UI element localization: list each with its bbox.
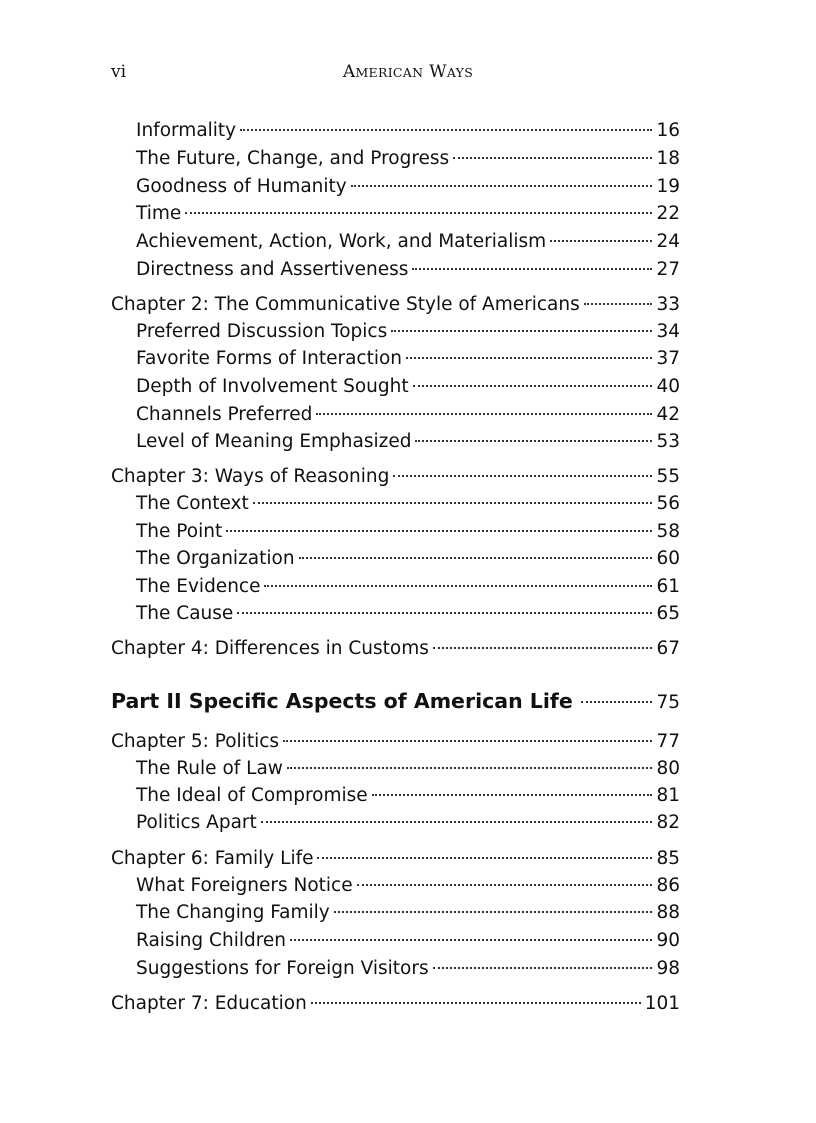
toc-entry xyxy=(136,873,680,899)
toc-entry-title: Time xyxy=(136,203,182,224)
toc-page-number: 80 xyxy=(656,758,680,779)
running-head-smallcaps: AYS xyxy=(446,65,474,80)
toc-page-number: 86 xyxy=(656,875,680,896)
toc-entry xyxy=(136,146,680,172)
toc-chapter-entry xyxy=(111,292,680,318)
dot-leader xyxy=(581,701,653,703)
toc-entry xyxy=(136,491,680,517)
toc-entry-title: The Rule of Law xyxy=(136,758,283,779)
toc-chapter-title: Chapter 3: Ways of Reasoning xyxy=(111,466,390,487)
toc-entry-title: Channels Preferred xyxy=(136,404,313,425)
toc-page-number: 24 xyxy=(656,231,680,252)
toc-page-number: 18 xyxy=(656,148,680,169)
page-folio: vi xyxy=(111,62,127,82)
dot-leader xyxy=(317,857,652,859)
toc-entry-title: Suggestions for Foreign Visitors xyxy=(136,958,429,979)
dot-leader xyxy=(433,967,653,969)
toc-entry xyxy=(136,519,680,545)
toc-chapter-entry xyxy=(111,636,680,662)
toc-chapter-entry xyxy=(111,464,680,490)
toc-chapter-title: Chapter 4: Differences in Customs xyxy=(111,638,429,659)
toc-part-entry xyxy=(111,688,680,714)
toc-entry-title: Favorite Forms of Interaction xyxy=(136,348,403,369)
toc-entry-title: Directness and Assertiveness xyxy=(136,259,409,280)
toc-chapter-entry xyxy=(111,991,680,1017)
toc-page-number: 27 xyxy=(656,259,680,280)
toc-entry xyxy=(136,319,680,345)
dot-leader xyxy=(393,475,652,477)
toc-entry xyxy=(136,118,680,144)
dot-leader xyxy=(264,585,652,587)
toc-entry-title: Achievement, Action, Work, and Materialism xyxy=(136,231,547,252)
toc-page-number: 85 xyxy=(656,848,680,869)
toc-entry-title: The Changing Family xyxy=(136,902,330,923)
toc-page-number: 90 xyxy=(656,930,680,951)
dot-leader xyxy=(550,240,652,242)
dot-leader xyxy=(413,385,653,387)
running-head-cap: A xyxy=(342,62,356,82)
toc-entry xyxy=(136,810,680,836)
dot-leader xyxy=(433,647,653,649)
toc-entry xyxy=(136,928,680,954)
dot-leader xyxy=(334,911,653,913)
toc-part-title: Part II Specific Aspects of American Life xyxy=(111,689,573,713)
toc-entry-title: Preferred Discussion Topics xyxy=(136,321,388,342)
toc-entry-title: The Organization xyxy=(136,548,295,569)
toc-entry xyxy=(136,574,680,600)
dot-leader xyxy=(415,440,652,442)
toc-entry-title: The Evidence xyxy=(136,576,261,597)
toc-page-number: 33 xyxy=(656,294,680,315)
dot-leader xyxy=(391,330,652,332)
toc-page-number: 56 xyxy=(656,493,680,514)
toc-entry-title: Politics Apart xyxy=(136,812,257,833)
toc-page-number: 16 xyxy=(656,120,680,141)
toc-entry-title: Depth of Involvement Sought xyxy=(136,376,409,397)
toc-page-number: 58 xyxy=(656,521,680,542)
dot-leader xyxy=(412,268,652,270)
dot-leader xyxy=(372,794,653,796)
toc-page-number: 53 xyxy=(656,431,680,452)
toc-entry-title: The Future, Change, and Progress xyxy=(136,148,450,169)
toc-entry xyxy=(136,201,680,227)
dot-leader xyxy=(316,413,652,415)
toc-entry xyxy=(136,546,680,572)
dot-leader xyxy=(240,129,652,131)
toc-chapter-title: Chapter 5: Politics xyxy=(111,731,280,752)
toc-entry xyxy=(136,900,680,926)
toc-page-number: 34 xyxy=(656,321,680,342)
toc-entry xyxy=(136,257,680,283)
toc-entry-title: Raising Children xyxy=(136,930,287,951)
toc-page-number: 77 xyxy=(656,731,680,752)
toc-entry xyxy=(136,346,680,372)
toc-page-number: 88 xyxy=(656,902,680,923)
dot-leader xyxy=(185,212,652,214)
toc-page-number: 55 xyxy=(656,466,680,487)
dot-leader xyxy=(237,612,652,614)
toc-entry-title: What Foreigners Notice xyxy=(136,875,353,896)
toc-entry-title: The Context xyxy=(136,493,249,514)
toc-chapter-entry xyxy=(111,729,680,755)
toc-entry xyxy=(136,374,680,400)
toc-page-number: 42 xyxy=(656,404,680,425)
toc-page-number: 65 xyxy=(656,603,680,624)
toc-entry xyxy=(136,402,680,428)
dot-leader xyxy=(253,502,653,504)
running-head-cap: W xyxy=(429,62,447,82)
dot-leader xyxy=(287,767,653,769)
toc-page-number: 22 xyxy=(656,203,680,224)
toc-entry xyxy=(136,601,680,627)
dot-leader xyxy=(299,557,653,559)
toc-entry-title: The Point xyxy=(136,521,223,542)
dot-leader xyxy=(226,530,652,532)
toc-entry-title: Level of Meaning Emphasized xyxy=(136,431,412,452)
toc-page-number: 75 xyxy=(656,692,680,713)
running-head-smallcaps: MERICAN xyxy=(355,65,424,80)
toc-page-number: 67 xyxy=(656,638,680,659)
toc-entry xyxy=(136,756,680,782)
toc-entry xyxy=(136,174,680,200)
toc-entry-title: The Ideal of Compromise xyxy=(136,785,368,806)
dot-leader xyxy=(351,185,653,187)
toc-page-number: 82 xyxy=(656,812,680,833)
toc-chapter-title: Chapter 6: Family Life xyxy=(111,848,314,869)
toc-entry-title: Goodness of Humanity xyxy=(136,176,347,197)
toc-entry xyxy=(136,429,680,455)
dot-leader xyxy=(584,303,653,305)
dot-leader xyxy=(311,1002,641,1004)
toc-page-number: 60 xyxy=(656,548,680,569)
toc-page-number: 19 xyxy=(656,176,680,197)
dot-leader xyxy=(453,157,652,159)
toc-entry xyxy=(136,783,680,809)
dot-leader xyxy=(357,884,653,886)
dot-leader xyxy=(290,939,652,941)
dot-leader xyxy=(283,740,652,742)
toc-page-number: 40 xyxy=(656,376,680,397)
dot-leader xyxy=(261,821,653,823)
toc-chapter-title: Chapter 2: The Communicative Style of Americans xyxy=(111,294,580,315)
dot-leader xyxy=(406,357,652,359)
toc-page-number: 37 xyxy=(656,348,680,369)
toc-chapter-entry xyxy=(111,846,680,872)
toc-chapter-title: Chapter 7: Education xyxy=(111,993,307,1014)
toc-entry xyxy=(136,956,680,982)
toc-entry-title: Informality xyxy=(136,120,237,141)
toc-page-number: 81 xyxy=(656,785,680,806)
toc-page-number: 61 xyxy=(656,576,680,597)
toc-page-number: 101 xyxy=(644,993,680,1014)
toc-entry-title: The Cause xyxy=(136,603,234,624)
running-head xyxy=(0,62,816,82)
toc-page-number: 98 xyxy=(656,958,680,979)
toc-entry xyxy=(136,229,680,255)
